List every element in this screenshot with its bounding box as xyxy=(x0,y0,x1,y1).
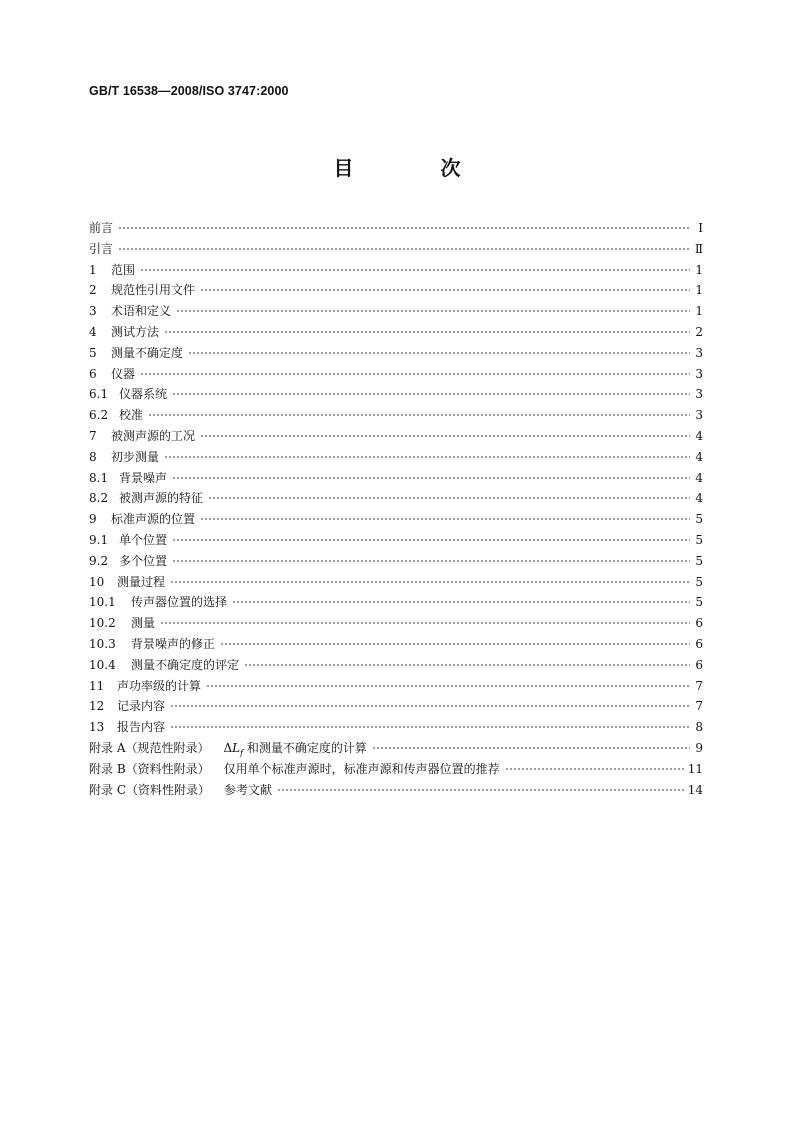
toc-page-number: 3 xyxy=(695,366,703,381)
toc-entry-title: 记录内容 xyxy=(117,699,166,714)
dot-leader xyxy=(140,365,690,379)
page-title: 目 次 xyxy=(333,156,501,180)
toc-entry-5[interactable] xyxy=(89,343,703,364)
toc-entry-title: 传声器位置的选择 xyxy=(131,595,228,610)
toc-entry-3[interactable] xyxy=(89,301,703,322)
toc-entry-title: 标准声源的位置 xyxy=(111,512,196,527)
toc-entry-number: 10.4 xyxy=(89,657,116,672)
toc-page-number: 9 xyxy=(695,740,703,755)
toc-page-number: 3 xyxy=(695,408,703,423)
toc-entry-number: 9 xyxy=(89,512,97,527)
dot-leader xyxy=(208,489,690,503)
toc-entry-number: 10.3 xyxy=(89,636,116,651)
toc-entry-number: 9.1 xyxy=(89,532,109,547)
dot-leader xyxy=(220,635,690,649)
toc-entry-title: 测量过程 xyxy=(117,574,166,589)
toc-entry-title: 前言 xyxy=(89,221,114,235)
toc-entry-10[interactable] xyxy=(89,572,703,593)
toc-entry-number: 8.2 xyxy=(89,491,109,506)
toc-entry-6-2[interactable] xyxy=(89,405,703,426)
toc-entry-number: 2 xyxy=(89,283,97,298)
toc-entry-number: 10 xyxy=(89,574,105,589)
toc-entry-number: 10.2 xyxy=(89,616,116,631)
toc-page-number: 6 xyxy=(695,616,703,631)
toc-entry-number: 8.1 xyxy=(89,470,109,485)
toc-entry-title: 校准 xyxy=(119,408,144,423)
level-symbol-subscript: f xyxy=(240,748,244,758)
toc-page-number: 5 xyxy=(695,553,703,568)
dot-leader xyxy=(188,344,690,358)
dot-leader xyxy=(244,656,690,670)
dot-leader xyxy=(200,427,690,441)
toc-entry-title: 单个位置 xyxy=(119,532,168,547)
toc-entry-9-2[interactable] xyxy=(89,551,703,572)
toc-page-number: 5 xyxy=(695,574,703,589)
toc-entry-title: 仪器系统 xyxy=(119,387,168,402)
toc-page-number: 11 xyxy=(687,761,703,776)
toc-entry-title: 参考文献 xyxy=(224,782,273,797)
toc-entry-title: 测量不确定度 xyxy=(111,345,184,360)
toc-entry-8-1[interactable] xyxy=(89,468,703,489)
toc-annex-label: 附录 B（资料性附录） xyxy=(89,761,210,776)
dot-leader xyxy=(140,261,690,275)
toc-entry-number: 5 xyxy=(89,345,97,360)
toc-page-number: 6 xyxy=(695,636,703,651)
toc-annex-label: 附录 C（资料性附录） xyxy=(89,782,210,797)
toc-entry-title: 背景噪声的修正 xyxy=(131,636,216,651)
toc-entry-title: 仅用单个标准声源时，标准声源和传声器位置的推荐 xyxy=(223,761,500,776)
dot-leader xyxy=(148,406,690,420)
dot-leader xyxy=(176,302,690,316)
toc-entry-number: 6.1 xyxy=(89,387,109,402)
toc-entry-10-2[interactable] xyxy=(89,613,703,634)
dot-leader xyxy=(170,697,690,711)
toc-entry-introduction[interactable] xyxy=(89,239,703,260)
dot-leader xyxy=(372,739,690,753)
toc-page-number: 8 xyxy=(695,720,703,735)
toc-entry-9[interactable] xyxy=(89,509,703,530)
toc-entry-9-1[interactable] xyxy=(89,530,703,551)
toc-page-number: 4 xyxy=(695,449,703,464)
toc-entry-number: 11 xyxy=(89,678,105,693)
dot-leader xyxy=(160,614,690,628)
dot-leader xyxy=(172,531,690,545)
toc-entry-8[interactable] xyxy=(89,447,703,468)
toc-entry-number: 4 xyxy=(89,324,97,339)
toc-entry-title: 被测声源的工况 xyxy=(111,428,196,443)
toc-page-number: 3 xyxy=(695,387,703,402)
toc-entry-4[interactable] xyxy=(89,322,703,343)
toc-entry-title: 声功率级的计算 xyxy=(117,678,202,693)
toc-page-number: 2 xyxy=(695,324,703,339)
toc-page-number: Ⅰ xyxy=(698,221,703,235)
toc-entry-title: 规范性引用文件 xyxy=(111,283,196,298)
toc-entry-10-3[interactable] xyxy=(89,634,703,655)
toc-entry-11[interactable] xyxy=(89,676,703,697)
dot-leader xyxy=(170,573,690,587)
dot-leader xyxy=(172,469,690,483)
toc-entry-title: 背景噪声 xyxy=(119,470,168,485)
toc-entry-1[interactable] xyxy=(89,260,703,281)
toc-entry-6-1[interactable] xyxy=(89,384,703,405)
toc-entry-foreword[interactable] xyxy=(89,218,703,239)
toc-entry-number: 13 xyxy=(89,720,105,735)
toc-entry-title: 初步测量 xyxy=(111,449,160,464)
toc-page-number: 5 xyxy=(695,595,703,610)
toc-page-number: 5 xyxy=(695,512,703,527)
dot-leader xyxy=(170,718,690,732)
toc-page-number: 14 xyxy=(687,782,703,797)
toc-entry-number: 8 xyxy=(89,449,97,464)
dot-leader xyxy=(200,281,690,295)
toc-entry-title: 仪器 xyxy=(111,366,136,381)
toc-entry-title: 被测声源的特征 xyxy=(119,491,204,506)
toc-page-number: 4 xyxy=(695,491,703,506)
standard-code-header: GB/T 16538—2008/ISO 3747:2000 xyxy=(89,84,289,98)
toc-entry-annex-b[interactable] xyxy=(89,759,703,780)
toc-page-number: 1 xyxy=(695,283,703,298)
dot-leader xyxy=(200,510,690,524)
dot-leader xyxy=(505,760,685,774)
toc-page-number: 1 xyxy=(695,304,703,319)
toc-page-number: 1 xyxy=(695,262,703,277)
toc-entry-title: 和测量不确定度的计算 xyxy=(246,740,367,755)
toc-entry-12[interactable] xyxy=(89,696,703,717)
toc-entry-8-2[interactable] xyxy=(89,488,703,509)
dot-leader xyxy=(277,781,685,795)
dot-leader xyxy=(206,677,690,691)
toc-entry-title: 多个位置 xyxy=(119,553,168,568)
toc-entry-number: 10.1 xyxy=(89,595,116,610)
toc-entry-7[interactable] xyxy=(89,426,703,447)
toc-page-number: 7 xyxy=(695,699,703,714)
toc-entry-number: 7 xyxy=(89,428,97,443)
table-of-contents xyxy=(89,218,703,800)
toc-entry-title: 术语和定义 xyxy=(111,304,172,319)
dot-leader xyxy=(172,385,690,399)
toc-entry-number: 1 xyxy=(89,262,97,277)
toc-entry-title: 范围 xyxy=(111,262,136,277)
toc-page-number: Ⅱ xyxy=(694,241,703,256)
dot-leader xyxy=(118,240,690,254)
dot-leader xyxy=(118,219,690,233)
toc-entry-number: 6 xyxy=(89,366,97,381)
toc-entry-title: 报告内容 xyxy=(117,720,166,735)
toc-entry-annex-a[interactable] xyxy=(89,738,703,759)
toc-entry-number: 9.2 xyxy=(89,553,109,568)
dot-leader xyxy=(172,552,690,566)
toc-entry-annex-c[interactable] xyxy=(89,780,703,801)
toc-entry-2[interactable] xyxy=(89,280,703,301)
dot-leader xyxy=(164,448,690,462)
toc-page-number: 6 xyxy=(695,657,703,672)
toc-entry-title: 测试方法 xyxy=(111,324,160,339)
toc-entry-number: 3 xyxy=(89,304,97,319)
toc-page-number: 3 xyxy=(695,345,703,360)
toc-entry-title: 引言 xyxy=(89,241,114,256)
toc-page-number: 4 xyxy=(695,428,703,443)
toc-page-number: 4 xyxy=(695,470,703,485)
toc-entry-number: 12 xyxy=(89,699,105,714)
toc-annex-label: 附录 A（规范性附录） xyxy=(89,740,210,755)
toc-entry-10-1[interactable] xyxy=(89,592,703,613)
toc-entry-number: 6.2 xyxy=(89,408,109,423)
toc-entry-10-4[interactable] xyxy=(89,655,703,676)
toc-entry-6[interactable] xyxy=(89,364,703,385)
delta-symbol: Δ xyxy=(223,740,233,755)
toc-entry-title: 测量 xyxy=(131,616,156,631)
toc-entry-13[interactable] xyxy=(89,717,703,738)
level-symbol: L xyxy=(232,740,241,755)
toc-page-number: 5 xyxy=(695,532,703,547)
dot-leader xyxy=(164,323,690,337)
toc-page-number: 7 xyxy=(695,678,703,693)
toc-entry-title: 测量不确定度的评定 xyxy=(131,657,240,672)
dot-leader xyxy=(232,593,690,607)
